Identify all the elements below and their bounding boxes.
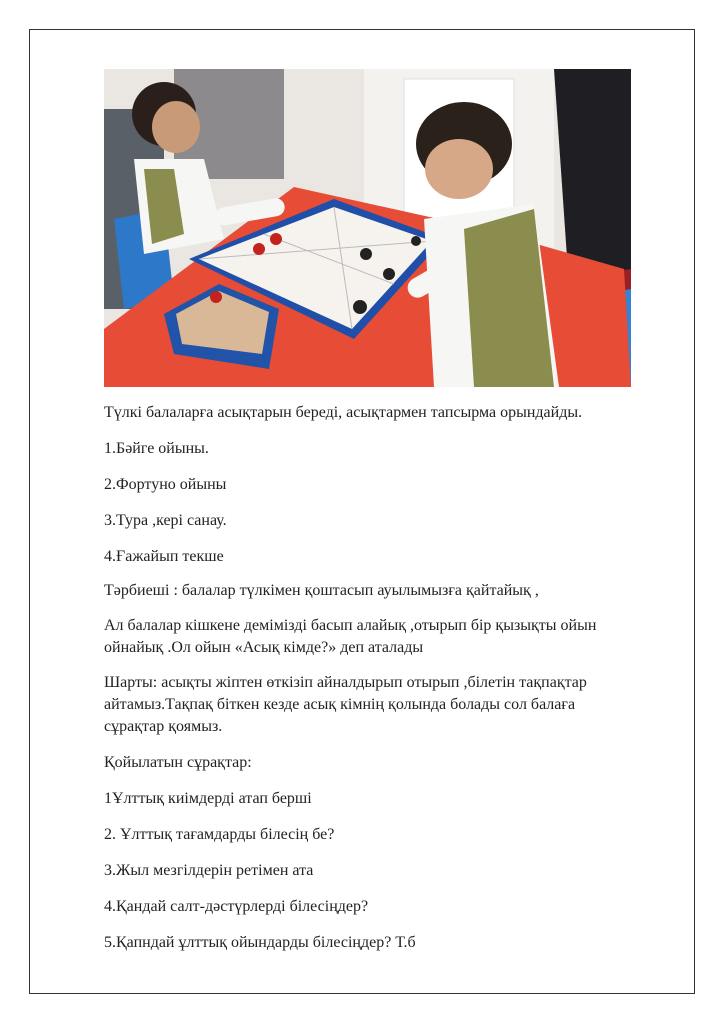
question-item: 2. Ұлттық тағамдарды білесің бе? — [104, 826, 335, 843]
question-item: 4.Қандай салт-дәстүрлерді білесіңдер? — [104, 898, 369, 915]
list-item: 3.Тура ,кері санау. — [104, 512, 227, 529]
classroom-photo — [104, 69, 631, 387]
list-item: 1.Бәйге ойыны. — [104, 440, 209, 457]
list-item: 4.Ғажайып текше — [104, 548, 224, 565]
rules-paragraph: Шарты: асықты жіптен өткізіп айналдырып отырып ,білетін тақпақтар айтамыз.Тақпақ біткен кезде асық кімнің қолында болады сол балаға сұрақтар қоямыз. — [104, 674, 587, 735]
list-item: 2.Фортуно ойыны — [104, 476, 227, 493]
question-item: 3.Жыл мезгілдерін ретімен ата — [104, 862, 314, 879]
question-item: 1Ұлттық киімдерді атап берші — [104, 790, 312, 807]
questions-heading: Қойылатын сұрақтар: — [104, 754, 252, 771]
game-intro-paragraph: Ал балалар кішкене демімізді басып алайық ,отырып бір қызықты ойын ойнайық .Ол ойын «Асық кімде?» деп аталады — [104, 617, 597, 656]
teacher-line: Тәрбиеші : балалар түлкімен қоштасып ауылымызға қайтайық , — [104, 582, 539, 599]
question-item: 5.Қапндай ұлттық ойындарды білесіңдер? Т.б — [104, 934, 416, 951]
intro-paragraph: Түлкі балаларға асықтарын береді, асықтармен тапсырма орындайды. — [104, 404, 583, 421]
